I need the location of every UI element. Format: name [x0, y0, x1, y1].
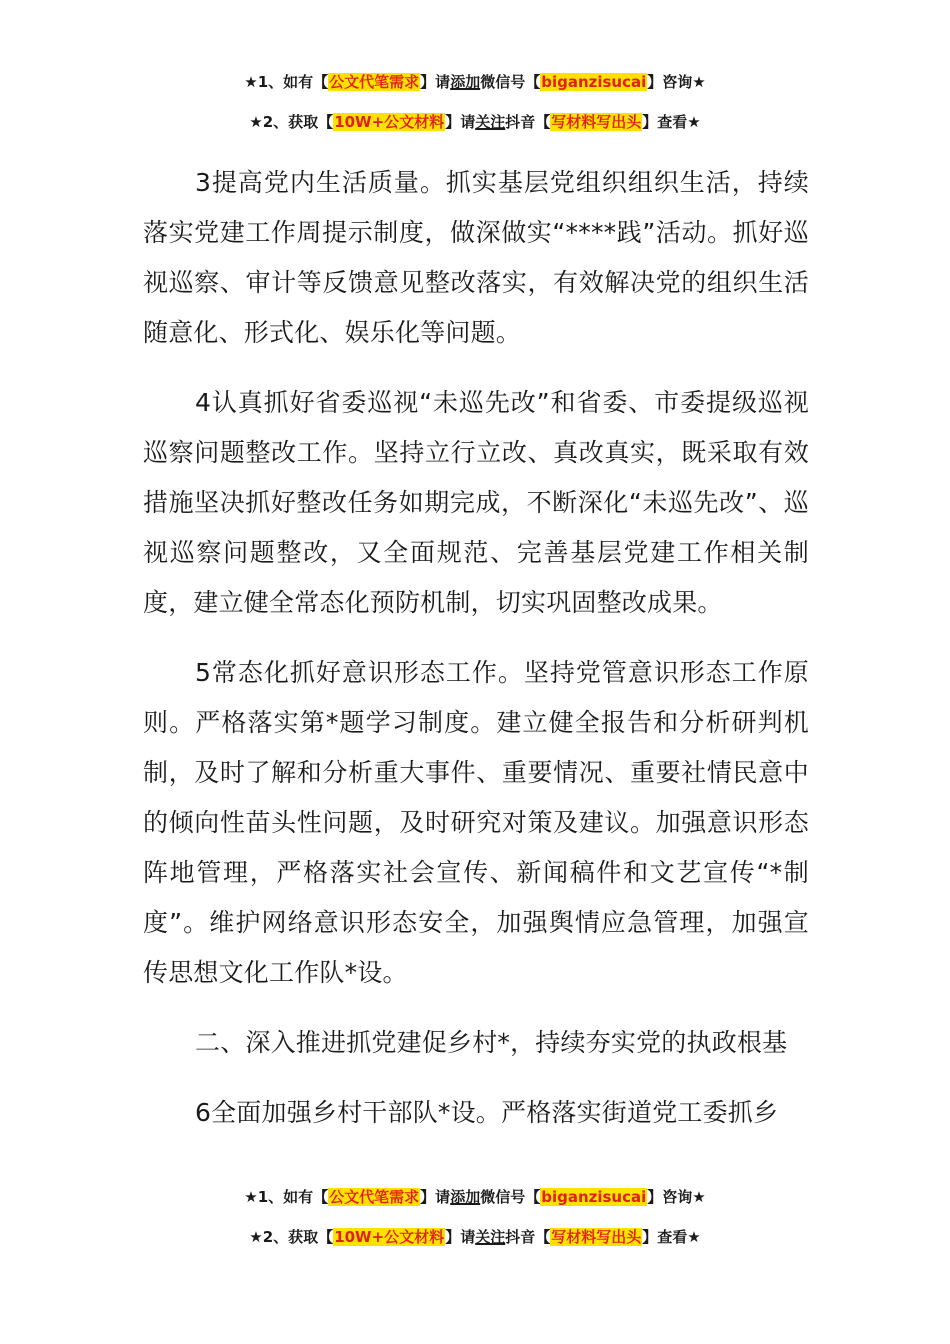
banner-text: 】请 — [420, 1188, 451, 1206]
banner-text: 微信号【 — [480, 1188, 541, 1206]
banner-highlight: 10W+公文材料 — [334, 113, 445, 131]
banner-text: 】咨询★ — [647, 1188, 706, 1206]
banner-text: ★2、获取【 — [249, 113, 334, 131]
section-heading-2: 二、深入推进抓党建促乡村*，持续夯实党的执政根基 — [195, 1028, 788, 1057]
paragraph-4: 4认真抓好省委巡视“未巡先改”和省委、市委提级巡视巡察问题整改工作。坚持立行立改、真改真实，既采取有效措施坚决抓好整改任务如期完成，不断深化“未巡先改”、巡视巡察问题整改，又全面规范、完善基层党建工作相关制度，建立健全常态化预防机制，切实巩固整改成果。 — [143, 388, 809, 617]
banner-highlight: 写材料写出头 — [551, 113, 642, 131]
banner-text: ★1、如有【 — [244, 73, 329, 91]
banner-text: 】查看★ — [642, 113, 701, 131]
banner-text: 】请 — [445, 113, 476, 131]
banner-text: 抖音【 — [505, 113, 551, 131]
banner-highlight: 10W+公文材料 — [334, 1228, 445, 1246]
header-banner-line-2 — [0, 111, 950, 133]
paragraph-3: 3提高党内生活质量。抓实基层党组织组织生活，持续落实党建工作周提示制度，做深做实“****践”活动。抓好巡视巡察、审计等反馈意见整改落实，有效解决党的组织生活随意化、形式化、娱乐化等问题。 — [143, 168, 809, 347]
banner-underline: 添加 — [450, 1188, 481, 1206]
banner-underline: 关注 — [475, 113, 506, 131]
banner-highlight: 公文代笔需求 — [329, 1188, 420, 1206]
banner-highlight: biganzisucai — [541, 73, 647, 91]
banner-text: ★1、如有【 — [244, 1188, 329, 1206]
banner-highlight: 公文代笔需求 — [329, 73, 420, 91]
banner-text: 】请 — [420, 73, 451, 91]
document-body — [143, 158, 809, 1158]
banner-highlight: 写材料写出头 — [551, 1228, 642, 1246]
banner-text: 】查看★ — [642, 1228, 701, 1246]
banner-underline: 添加 — [450, 73, 481, 91]
banner-underline: 关注 — [475, 1228, 506, 1246]
banner-text: 】请 — [445, 1228, 476, 1246]
footer-banner-line-1 — [0, 1186, 950, 1208]
footer-banner-line-2 — [0, 1226, 950, 1248]
banner-text: ★2、获取【 — [249, 1228, 334, 1246]
banner-text: 微信号【 — [480, 73, 541, 91]
paragraph-6: 6全面加强乡村干部队*设。严格落实街道党工委抓乡 — [195, 1098, 779, 1127]
banner-text: 抖音【 — [505, 1228, 551, 1246]
header-banner-line-1 — [0, 71, 950, 93]
banner-text: 】咨询★ — [647, 73, 706, 91]
paragraph-5: 5常态化抓好意识形态工作。坚持党管意识形态工作原则。严格落实第*题学习制度。建立健全报告和分析研判机制，及时了解和分析重大事件、重要情况、重要社情民意中的倾向性苗头性问题，及时研究对策及建议。加强意识形态阵地管理，严格落实社会宣传、新闻稿件和文艺宣传“*制度”。维护网络意识形态安全，加强舆情应急管理，加强宣传思想文化工作队*设。 — [143, 658, 809, 987]
banner-highlight: biganzisucai — [541, 1188, 647, 1206]
